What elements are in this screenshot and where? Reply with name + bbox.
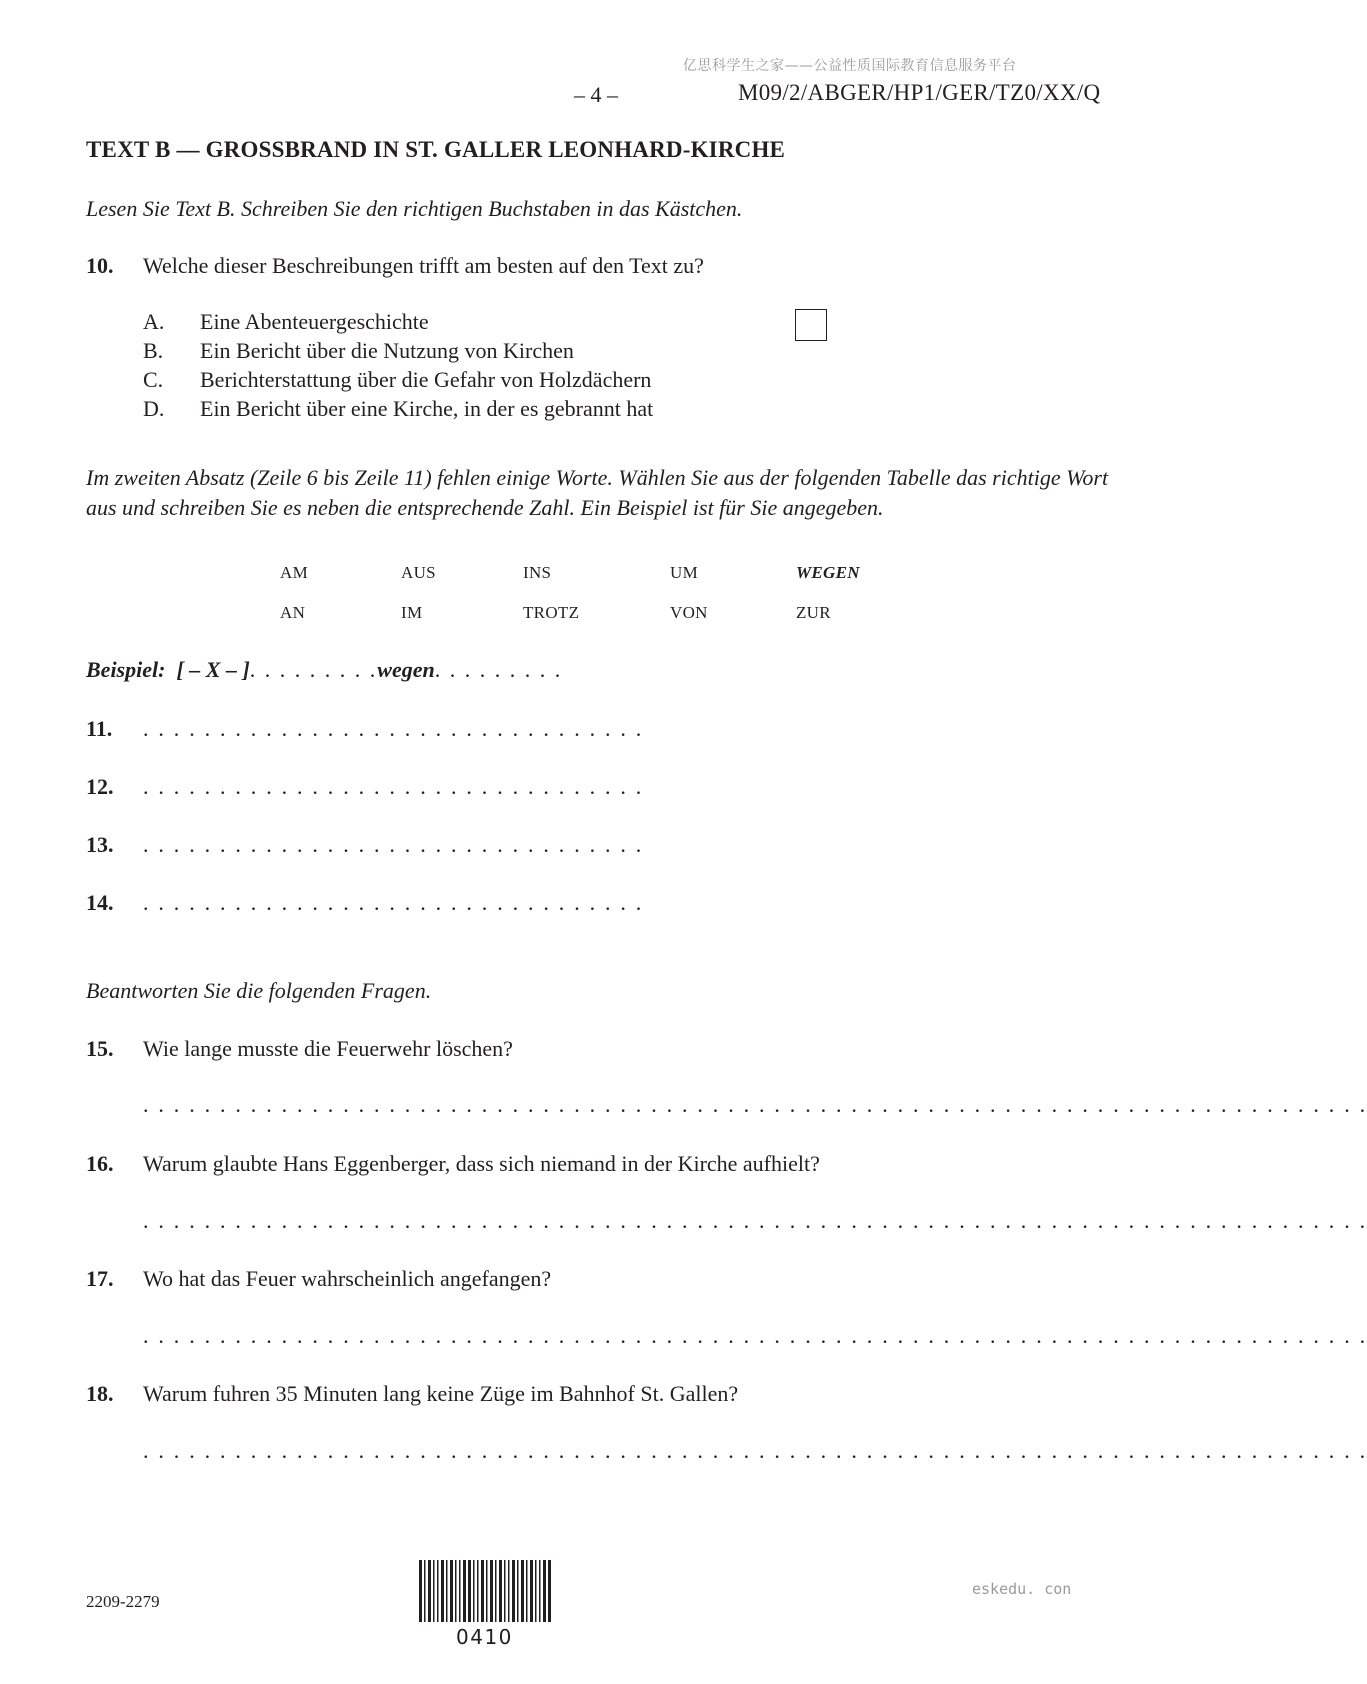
- question-10-answer-box[interactable]: [795, 309, 827, 341]
- gap-item-12-answer-line[interactable]: . . . . . . . . . . . . . . . . . . . . . . . . . . . . . . . . .: [143, 774, 644, 799]
- question-18-answer-line[interactable]: . . . . . . . . . . . . . . . . . . . . . . . . . . . . . . . . . . . . . . . . . . . . . . . . . . . . . . . . . . . . . . . . . . . . . . . . . . . . . . . .: [143, 1438, 1367, 1463]
- gap-item-11-number: 11.: [86, 716, 113, 741]
- option-d-letter: D.: [143, 396, 165, 421]
- gap-fill-instruction: Im zweiten Absatz (Zeile 6 bis Zeile 11) fehlen einige Worte. Wählen Sie aus der folgenden Tabelle das richtige Wort aus und schreiben Sie es neben die entsprechende Zahl. Ein Beispiel ist für Sie angegeben.: [86, 465, 1109, 520]
- gap-item-14-answer-line[interactable]: . . . . . . . . . . . . . . . . . . . . . . . . . . . . . . . . .: [143, 890, 644, 915]
- option-a-text: Eine Abenteuergeschichte: [200, 309, 429, 334]
- question-15-number: 15.: [86, 1036, 114, 1061]
- word-cell-example: WEGEN: [796, 563, 860, 582]
- question-17-text: Wo hat das Feuer wahrscheinlich angefangen?: [143, 1266, 552, 1291]
- barcode-icon: [419, 1560, 552, 1622]
- example-label: Beispiel:: [86, 657, 166, 682]
- option-c-text: Berichterstattung über die Gefahr von Holzdächern: [200, 367, 652, 392]
- example-dots-after: . . . . . . . . .: [434, 657, 563, 682]
- open-questions-instruction: Beantworten Sie die folgenden Fragen.: [86, 978, 432, 1003]
- word-cell: VON: [670, 603, 708, 622]
- question-18-text: Warum fuhren 35 Minuten lang keine Züge im Bahnhof St. Gallen?: [143, 1381, 739, 1406]
- gap-item-14-number: 14.: [86, 890, 114, 915]
- paper-code: M09/2/ABGER/HP1/GER/TZ0/XX/Q: [738, 80, 1101, 105]
- option-d-text: Ein Bericht über eine Kirche, in der es gebrannt hat: [200, 396, 654, 421]
- page-number: – 4 –: [574, 82, 618, 107]
- word-cell: ZUR: [796, 603, 831, 622]
- barcode-number: 0410: [456, 1625, 513, 1649]
- example-line: [86, 657, 562, 683]
- word-cell: AN: [280, 603, 306, 622]
- header-watermark: 亿思科学生之家——公益性质国际教育信息服务平台: [683, 58, 1017, 74]
- footer-code: 2209-2279: [86, 1592, 160, 1611]
- option-b-text: Ein Bericht über die Nutzung von Kirchen: [200, 338, 574, 363]
- gap-item-11-answer-line[interactable]: . . . . . . . . . . . . . . . . . . . . . . . . . . . . . . . . .: [143, 716, 644, 741]
- section-title: TEXT B — GROSSBRAND IN ST. GALLER LEONHARD-KIRCHE: [86, 137, 786, 162]
- word-cell: INS: [523, 563, 552, 582]
- question-17-answer-line[interactable]: . . . . . . . . . . . . . . . . . . . . . . . . . . . . . . . . . . . . . . . . . . . . . . . . . . . . . . . . . . . . . . . . . . . . . . . . . . . . . . . .: [143, 1323, 1367, 1348]
- gap-item-12-number: 12.: [86, 774, 114, 799]
- example-dots-before: . . . . . . . . .: [249, 657, 378, 682]
- gap-item-13-number: 13.: [86, 832, 114, 857]
- option-a-letter: A.: [143, 309, 165, 334]
- word-cell: AUS: [401, 563, 436, 582]
- word-cell: AM: [280, 563, 308, 582]
- question-16-text: Warum glaubte Hans Eggenberger, dass sich niemand in der Kirche aufhielt?: [143, 1151, 820, 1176]
- question-17-number: 17.: [86, 1266, 114, 1291]
- question-16-number: 16.: [86, 1151, 114, 1176]
- word-cell: TROTZ: [523, 603, 580, 622]
- footer-watermark: eskedu. con: [972, 1580, 1072, 1598]
- question-10-text: Welche dieser Beschreibungen trifft am besten auf den Text zu?: [143, 253, 704, 278]
- question-15-answer-line[interactable]: . . . . . . . . . . . . . . . . . . . . . . . . . . . . . . . . . . . . . . . . . . . . . . . . . . . . . . . . . . . . . . . . . . . . . . . . . . . . . . . .: [143, 1092, 1367, 1117]
- word-cell: UM: [670, 563, 698, 582]
- question-16-answer-line[interactable]: . . . . . . . . . . . . . . . . . . . . . . . . . . . . . . . . . . . . . . . . . . . . . . . . . . . . . . . . . . . . . . . . . . . . . . . . . . . . . . . .: [143, 1208, 1367, 1233]
- option-b-letter: B.: [143, 338, 164, 363]
- question-15-text: Wie lange musste die Feuerwehr löschen?: [143, 1036, 513, 1061]
- gap-item-13-answer-line[interactable]: . . . . . . . . . . . . . . . . . . . . . . . . . . . . . . . . .: [143, 832, 644, 857]
- word-cell: IM: [401, 603, 423, 622]
- question-10-number: 10.: [86, 253, 114, 278]
- section-instruction: Lesen Sie Text B. Schreiben Sie den richtigen Buchstaben in das Kästchen.: [86, 196, 743, 221]
- example-marker: [ – X – ]: [176, 657, 250, 682]
- question-18-number: 18.: [86, 1381, 114, 1406]
- example-answer: wegen: [377, 657, 435, 682]
- option-c-letter: C.: [143, 367, 164, 392]
